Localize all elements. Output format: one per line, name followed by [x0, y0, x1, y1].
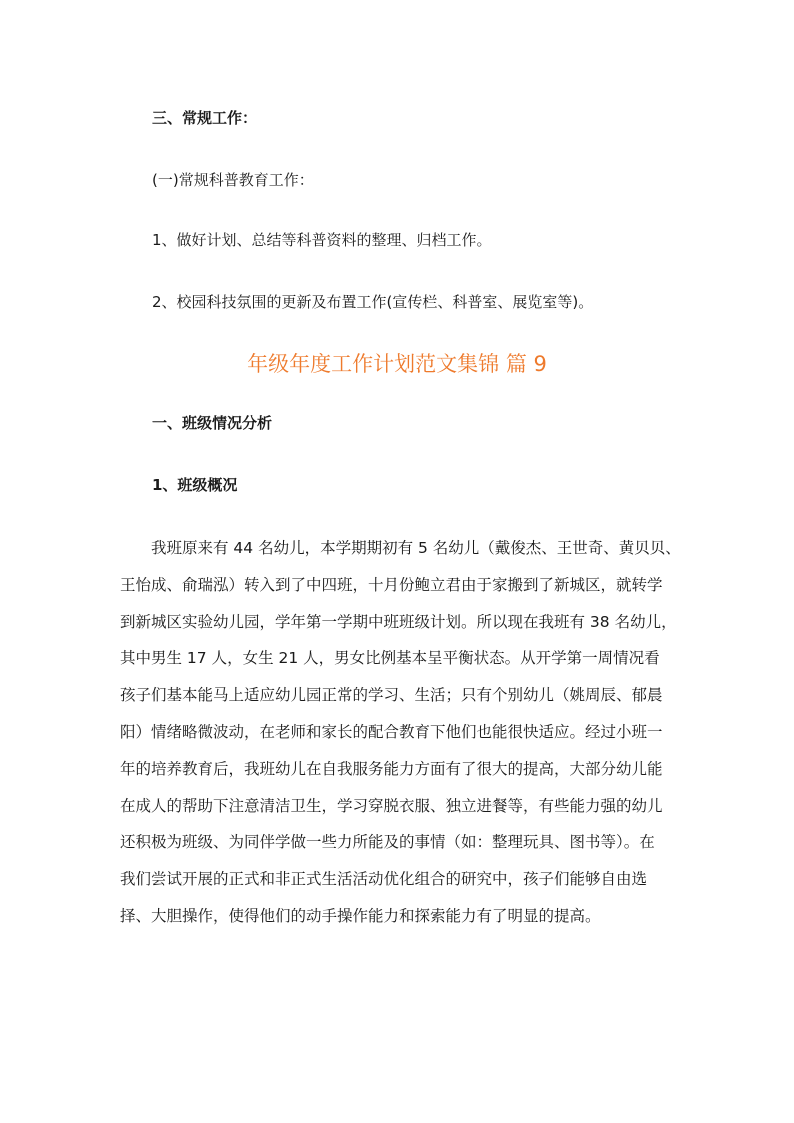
article-title: 年级年度工作计划范文集锦 篇 9: [247, 352, 547, 376]
section-heading-routine-work: 三、常规工作：: [152, 109, 258, 127]
paragraph-line: 择、大胆操作，使得他们的动手操作能力和探索能力有了明显的提高。: [120, 906, 601, 925]
list-item: 2、校园科技氛围的更新及布置工作(宣传栏、科普室、展览室等)。: [152, 293, 594, 311]
paragraph-line: 王怡成、俞瑞泓）转入到了中四班，十月份鲍立君由于家搬到了新城区，就转学: [120, 575, 663, 594]
section-heading-class-analysis: 一、班级情况分析: [152, 414, 273, 432]
paragraph-line: 在成人的帮助下注意清洁卫生，学习穿脱衣服、独立进餐等，有些能力强的幼儿: [120, 796, 663, 815]
paragraph-line: 到新城区实验幼儿园，学年第一学期中班班级计划。所以现在我班有 38 名幼儿，: [120, 612, 677, 631]
paragraph-line: 阳）情绪略微波动，在老师和家长的配合教育下他们也能很快适应。经过小班一: [120, 722, 663, 741]
paragraph-line: 还积极为班级、为同伴学做一些力所能及的事情（如：整理玩具、图书等）。在: [120, 833, 655, 852]
subheading-science-education: (一)常规科普教育工作：: [152, 171, 314, 189]
paragraph-line: 年的培养教育后，我班幼儿在自我服务能力方面有了很大的提高，大部分幼儿能: [120, 759, 663, 778]
body-paragraph: [120, 534, 681, 939]
paragraph-line: 我们尝试开展的正式和非正式生活活动优化组合的研究中，孩子们能够自由选: [120, 870, 648, 889]
list-item: 1、做好计划、总结等科普资料的整理、归档工作。: [152, 231, 492, 249]
paragraph-line: 孩子们基本能马上适应幼儿园正常的学习、生活；只有个别幼儿（姚周辰、郁晨: [120, 686, 663, 705]
sub-heading-class-overview: 1、班级概况: [152, 476, 238, 494]
paragraph-line: 其中男生 17 人，女生 21 人，男女比例基本呈平衡状态。从开学第一周情况看: [120, 649, 660, 668]
paragraph-line: 我班原来有 44 名幼儿，本学期期初有 5 名幼儿（戴俊杰、王世奇、黄贝贝、: [120, 539, 681, 557]
